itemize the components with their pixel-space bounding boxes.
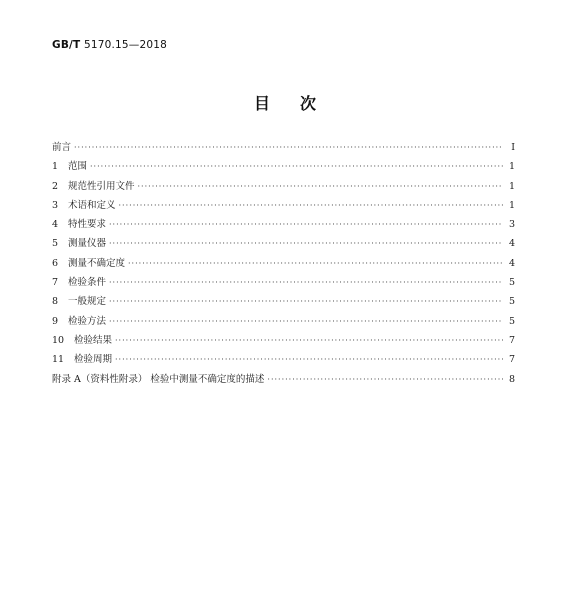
toc-entry-page: 5 xyxy=(508,277,515,289)
toc-dot-leader xyxy=(74,142,503,154)
standard-prefix: GB/T xyxy=(52,39,81,51)
toc-entry-label: 一般规定 xyxy=(68,296,107,308)
toc-entry-number: 10 xyxy=(52,334,65,346)
toc-entry[interactable] xyxy=(52,200,515,219)
toc-dot-leader xyxy=(267,374,503,386)
toc-dot-leader xyxy=(109,277,503,289)
toc-entry-label: 规范性引用文件 xyxy=(68,180,135,192)
standard-code xyxy=(52,39,167,51)
table-of-contents xyxy=(52,142,515,393)
toc-entry-label: 术语和定义 xyxy=(68,199,116,211)
toc-entry[interactable] xyxy=(52,258,515,277)
toc-entry[interactable] xyxy=(52,161,515,180)
toc-entry[interactable] xyxy=(52,296,515,315)
toc-entry-label: 检验条件 xyxy=(68,277,107,289)
toc-dot-leader xyxy=(90,161,503,173)
toc-entry-page: Ⅰ xyxy=(511,142,515,153)
toc-entry-label: 检验方法 xyxy=(68,315,107,327)
toc-dot-leader xyxy=(109,219,503,231)
toc-entry-label: 前言 xyxy=(52,142,72,153)
toc-entry-number: 9 xyxy=(52,315,59,327)
standard-number: 5170.15—2018 xyxy=(83,39,168,51)
toc-entry-page: 4 xyxy=(508,238,515,250)
toc-entry-page: 1 xyxy=(508,180,515,192)
toc-dot-leader xyxy=(109,296,503,308)
toc-entry-label: 测量仪器 xyxy=(68,238,107,250)
toc-entry-page: 7 xyxy=(508,354,515,366)
toc-entry-number: 2 xyxy=(52,180,59,192)
toc-entry-page: 4 xyxy=(508,257,515,269)
toc-entry-number: 8 xyxy=(52,296,59,308)
toc-dot-leader xyxy=(138,181,503,193)
toc-entry[interactable] xyxy=(52,277,515,296)
toc-entry-page: 1 xyxy=(508,161,515,173)
toc-entry[interactable] xyxy=(52,142,515,161)
toc-entry-label: 特性要求 xyxy=(68,219,107,231)
toc-entry-page: 7 xyxy=(508,334,515,346)
toc-entry-page: 5 xyxy=(508,296,515,308)
toc-entry-page: 5 xyxy=(508,315,515,327)
toc-entry-number: 5 xyxy=(52,238,59,250)
toc-dot-leader xyxy=(115,335,503,347)
toc-entry[interactable] xyxy=(52,374,515,393)
toc-entry[interactable] xyxy=(52,354,515,373)
toc-dot-leader xyxy=(109,238,503,250)
toc-dot-leader xyxy=(109,316,503,328)
toc-entry[interactable] xyxy=(52,219,515,238)
toc-entry[interactable] xyxy=(52,238,515,257)
toc-entry[interactable] xyxy=(52,181,515,200)
toc-title: 目次 xyxy=(253,94,346,113)
toc-entry-label: 检验周期 xyxy=(74,354,113,366)
toc-dot-leader xyxy=(119,200,503,212)
toc-entry-page: 1 xyxy=(508,199,515,211)
toc-entry-number: 1 xyxy=(52,161,59,173)
toc-entry-label: 附录 A（资料性附录） 检验中测量不确定度的描述 xyxy=(52,373,265,385)
toc-entry-number: 3 xyxy=(52,199,59,211)
toc-entry-label: 检验结果 xyxy=(74,334,113,346)
toc-entry-number: 6 xyxy=(52,257,59,269)
toc-entry-page: 3 xyxy=(508,219,515,231)
toc-entry[interactable] xyxy=(52,335,515,354)
toc-entry[interactable] xyxy=(52,316,515,335)
toc-entry-label: 范围 xyxy=(68,161,88,173)
toc-entry-label: 测量不确定度 xyxy=(68,257,126,269)
toc-entry-number: 7 xyxy=(52,277,59,289)
toc-entry-number: 4 xyxy=(52,219,59,231)
toc-entry-page: 8 xyxy=(508,373,515,385)
toc-entry-number: 11 xyxy=(52,354,65,366)
toc-dot-leader xyxy=(128,258,503,270)
toc-dot-leader xyxy=(115,354,503,366)
